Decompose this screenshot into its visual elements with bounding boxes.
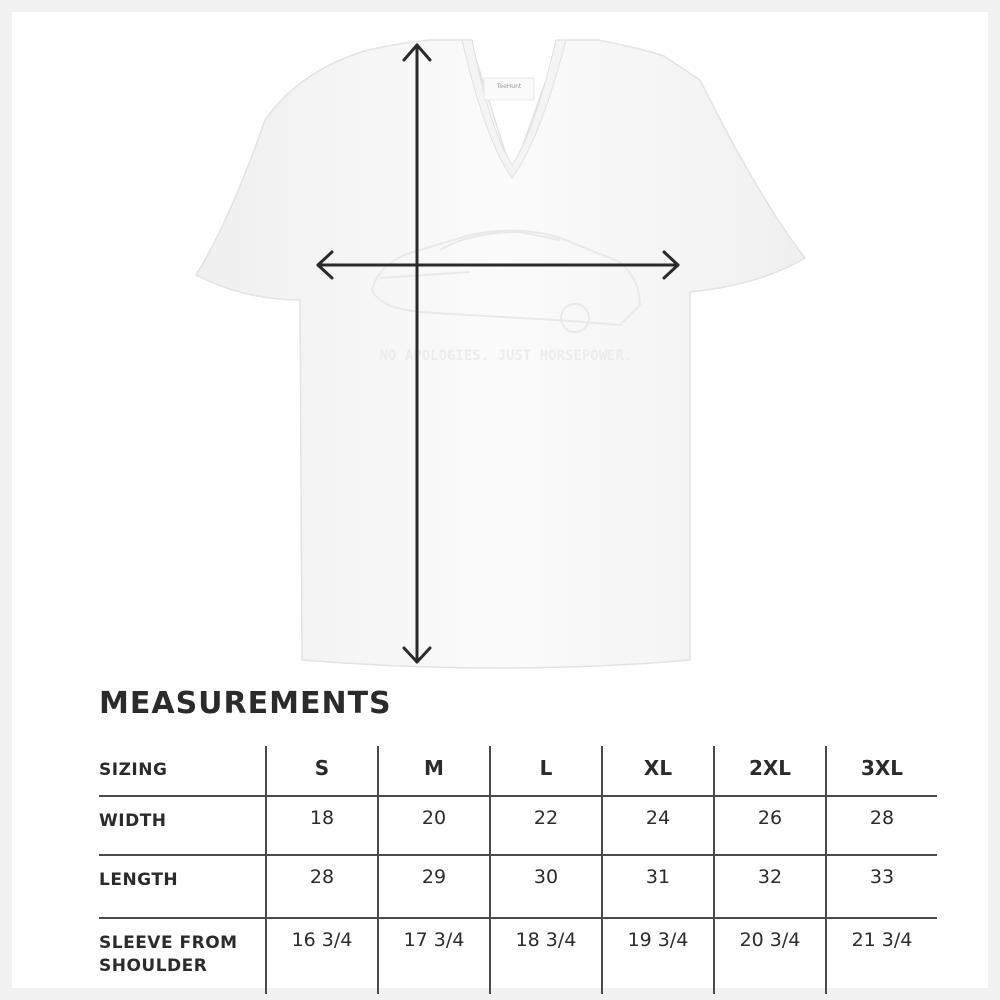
size-header-l: L	[490, 746, 602, 796]
shirt-print-text: NO APOLOGIES. JUST HORSEPOWER.	[379, 348, 633, 364]
table-row-sleeve	[99, 918, 937, 994]
table-row-length	[99, 855, 937, 918]
length-l: 30	[490, 855, 602, 918]
length-2xl: 32	[714, 855, 826, 918]
row-label-sizing: SIZING	[99, 746, 266, 796]
length-3xl: 33	[826, 855, 937, 918]
sleeve-3xl: 21 3/4	[826, 918, 937, 994]
length-xl: 31	[602, 855, 714, 918]
size-header-2xl: 2XL	[714, 746, 826, 796]
row-label-length: LENGTH	[99, 855, 266, 918]
width-2xl: 26	[714, 796, 826, 855]
width-m: 20	[378, 796, 490, 855]
sleeve-m: 17 3/4	[378, 918, 490, 994]
sleeve-l: 18 3/4	[490, 918, 602, 994]
size-header-xl: XL	[602, 746, 714, 796]
width-3xl: 28	[826, 796, 937, 855]
size-header-s: S	[266, 746, 378, 796]
measurements-title: MEASUREMENTS	[99, 686, 392, 721]
sleeve-xl: 19 3/4	[602, 918, 714, 994]
table-row-sizing	[99, 746, 937, 796]
width-l: 22	[490, 796, 602, 855]
sleeve-s: 16 3/4	[266, 918, 378, 994]
size-header-3xl: 3XL	[826, 746, 937, 796]
row-label-sleeve-line1: SLEEVE FROM	[99, 933, 238, 953]
row-label-width: WIDTH	[99, 796, 266, 855]
neck-label-brand: TeeHunt	[496, 83, 522, 90]
length-m: 29	[378, 855, 490, 918]
width-xl: 24	[602, 796, 714, 855]
width-s: 18	[266, 796, 378, 855]
length-s: 28	[266, 855, 378, 918]
size-header-m: M	[378, 746, 490, 796]
sleeve-2xl: 20 3/4	[714, 918, 826, 994]
row-label-sleeve-line2: SHOULDER	[99, 956, 208, 976]
row-label-sleeve	[99, 918, 266, 994]
table-row-width	[99, 796, 937, 855]
size-chart-table	[99, 746, 937, 994]
